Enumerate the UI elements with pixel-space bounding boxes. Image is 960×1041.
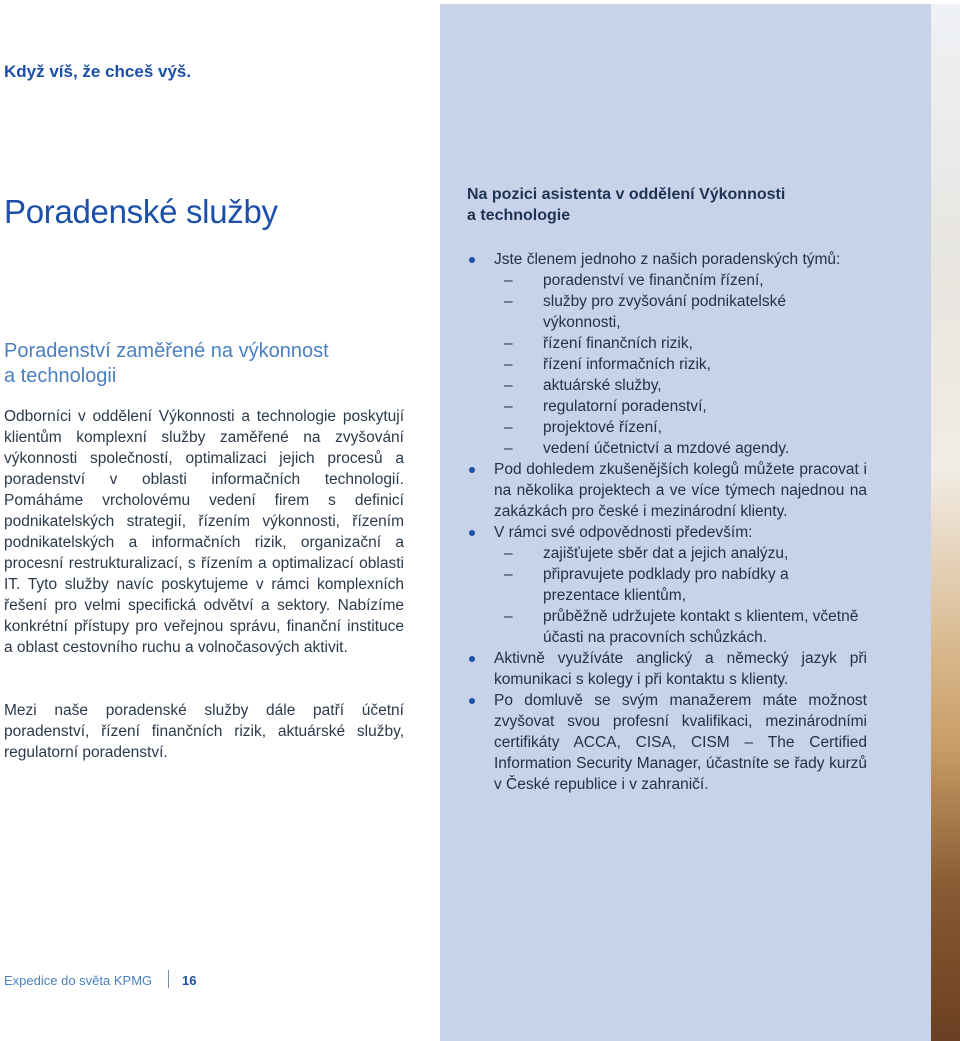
photo-strip bbox=[931, 4, 960, 1041]
sidebar-heading bbox=[467, 184, 907, 226]
sub-item: – průběžně udržujete kontakt s klientem, včetně účasti na pracovních schůzkách. bbox=[494, 606, 867, 648]
sub-item: – poradenství ve finančním řízení, bbox=[494, 270, 867, 291]
bullet-text: V rámci své odpovědnosti především: bbox=[494, 524, 753, 541]
sub-item: – služby pro zvyšování podnikatelské výkonnosti, bbox=[494, 291, 867, 333]
sub-item: – regulatorní poradenství, bbox=[494, 396, 867, 417]
bullet-item bbox=[467, 690, 867, 795]
bullet-text: Jste členem jednoho z našich poradenských týmů: bbox=[494, 251, 841, 268]
bullet-text: Aktivně využíváte anglický a německý jazyk při komunikaci s kolegy i při kontaktu s klienty. bbox=[494, 650, 867, 688]
sub-item: – řízení finančních rizik, bbox=[494, 333, 867, 354]
bullet-item bbox=[467, 648, 867, 690]
sidebar-heading-line-1: Na pozici asistenta v oddělení Výkonnosti bbox=[467, 186, 786, 203]
section-heading bbox=[4, 339, 424, 389]
section-heading-line-1: Poradenství zaměřené na výkonnost bbox=[4, 340, 329, 362]
bullet-text: Po domluvě se svým manažerem máte možnost zvyšovat svou profesní kvalifikaci, mezinárodními certifikáty ACCA, CISA, CISM – The Certified Information Security Manager, účastníte se řady kurzů v České republice i v zahraničí. bbox=[494, 692, 867, 793]
sub-item: – připravujete podklady pro nabídky a prezentace klientům, bbox=[494, 564, 867, 606]
footer-source: Expedice do světa KPMG bbox=[4, 973, 153, 988]
bullet-item bbox=[467, 522, 867, 648]
sub-item: – řízení informačních rizik, bbox=[494, 354, 867, 375]
section-heading-line-2: a technologii bbox=[4, 365, 117, 387]
sub-item: – aktuárské služby, bbox=[494, 375, 867, 396]
sub-item: – projektové řízení, bbox=[494, 417, 867, 438]
page-title: Poradenské služby bbox=[4, 193, 278, 230]
tagline: Když víš, že chceš výš. bbox=[4, 62, 192, 81]
bullet-text: Pod dohledem zkušenějších kolegů můžete pracovat i na několika projektech a ve více týmech najednou na zakázkách pro české i mezinárodní klienty. bbox=[494, 461, 867, 520]
bullet-item bbox=[467, 249, 867, 459]
sub-item: – vedení účetnictví a mzdové agendy. bbox=[494, 438, 867, 459]
intro-paragraph: Odborníci v oddělení Výkonnosti a technologie poskytují klientům komplexní služby zaměřené na zvyšování výkonnosti společností, optimalizaci jejich procesů a poradenství v oblasti informačních technologií. Pomáháme vrcholovému vedení firem s definicí podnikatelských strategií, řízením výkonnosti, řízením podnikatelských a informačních rizik, organizační a procesní restrukturalizací, s řízením a optimalizací oblasti IT. Tyto služby navíc poskytujeme v rámci komplexních řešení pro velmi specifická odvětví a sektory. Nabízíme konkrétní přístupy pro veřejnou správu, finanční instituce a oblast cestovního ruchu a volnočasových aktivit. bbox=[4, 408, 404, 656]
sidebar-heading-line-2: a technologie bbox=[467, 207, 571, 224]
bullet-item bbox=[467, 459, 867, 522]
sub-list bbox=[494, 543, 867, 648]
sub-list bbox=[494, 270, 867, 459]
footer-divider bbox=[168, 970, 169, 988]
page-number: 16 bbox=[182, 973, 197, 988]
sidebar-bullet-list bbox=[467, 249, 867, 795]
sub-item: – zajišťujete sběr dat a jejich analýzu, bbox=[494, 543, 867, 564]
more-services-paragraph: Mezi naše poradenské služby dále patří účetní poradenství, řízení finančních rizik, aktuárské služby, regulatorní poradenství. bbox=[4, 702, 404, 761]
